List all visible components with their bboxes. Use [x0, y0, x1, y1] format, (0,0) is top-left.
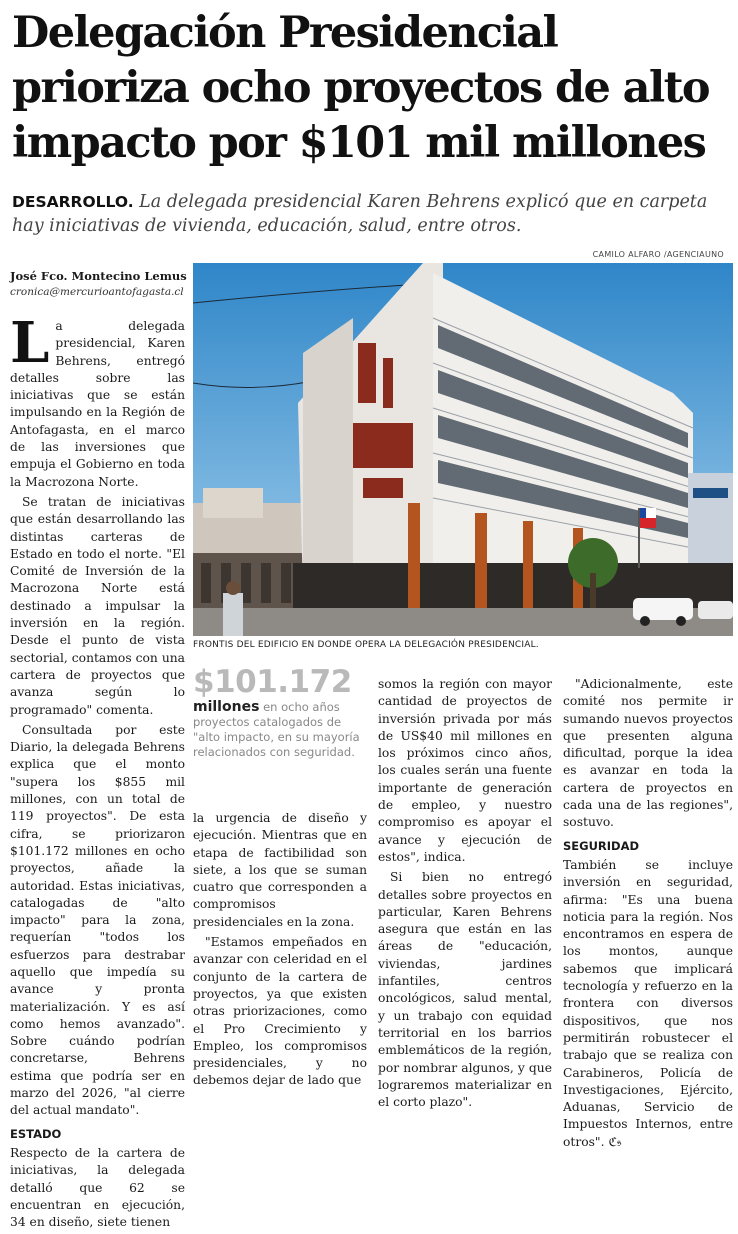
- byline: [10, 268, 190, 300]
- pull-quote-text: [193, 700, 369, 760]
- article-column-1: [10, 310, 185, 1234]
- article-column-2: [193, 810, 367, 1093]
- paragraph: la urgencia de diseño y ejecución. Mientras que en etapa de factibilidad son siete, a los que se suman cuatro que corresponden a compromisos presidenciales en la zona.: [193, 811, 367, 929]
- pull-quote: [193, 664, 369, 760]
- paragraph: "Estamos empeñados en avanzar con celeridad en el conjunto de la cartera de proyectos, ya que existen otras priorizaciones, como el Pro Crecimiento y Empleo, los compromisos presidenciales, y no debemos dejar de lado que: [193, 935, 367, 1088]
- paragraph: "Adicionalmente, este comité nos permite ir sumando nuevos proyectos que presenten alguna dificultad, porque la idea es avanzar en toda la cartera de proyectos en cada una de las regiones", sostuvo.: [563, 677, 733, 830]
- author-email: cronica@mercurioantofagasta.cl: [10, 286, 184, 298]
- lead-paragraph: [12, 190, 728, 238]
- paragraph: somos la región con mayor cantidad de proyectos de inversión privada por más de US$40 mil millones en los próximos cinco años, los cuales serán una fuente importante de generación de empleo, y nuestro compromiso es apoyar el avance y ejecución de estos", indica.: [378, 677, 552, 864]
- paragraph: Consultada por este Diario, la delegada Behrens explica que el monto "supera los $855 mil millones, con un total de 119 proyectos". De esta cifra, se priorizaron $101.172 millones en ocho proyectos, añade la autoridad. Estas iniciativas, catalogadas de "alto impacto" para la zona, requerían "todos los esfuerzos para destrabar aquello que impedía su avance y pronta materialización. Y es así como hemos avanzado". Sobre cuándo podrían concretarse, Behrens estima que podría ser en marzo del 2026, "al cierre del actual mandato".: [10, 722, 185, 1118]
- paragraph: Si bien no entregó detalles sobre proyectos en particular, Karen Behrens asegura que están en las áreas de "educación, viviendas, jardines infantiles, centros oncológicos, salud mental, y un trabajo con equidad territorial en los barrios emblemáticos de la región, por nombrar algunos, y que lograremos materializar en el corto plazo".: [378, 870, 552, 1110]
- paragraph: a delegada presidencial, Karen Behrens, entregó detalles sobre las iniciativas que se están impulsando en la Región de Antofagasta, en el marco de las inversiones que empuja el Gobierno en toda la Macrozona Norte.: [10, 319, 185, 489]
- building-photo: [193, 263, 733, 636]
- paragraph-text: También se incluye inversión en seguridad, afirma: "Es una buena noticia para la región. Nos encontramos en espera de los montos, aunque sabemos que implicará tecnología y refuerzo en la frontera con diversos dispositivos, que nos permitirán robustecer el trabajo que se realiza con Carabineros, Policía de Investigaciones, Ejército, Aduanas, Servicio de Impuestos Internos, entre otros".: [563, 857, 733, 1149]
- author-name: José Fco. Montecino Lemus: [10, 269, 187, 283]
- lead-kicker: DESARROLLO.: [12, 193, 134, 211]
- headline: Delegación Presidencial prioriza ocho proyectos de alto impacto por $101 mil millones: [12, 8, 709, 168]
- dropcap: L: [10, 310, 50, 376]
- pull-quote-unit: millones: [193, 699, 260, 715]
- pull-quote-body: en ocho años proyectos catalogados de "alto impacto, en su mayoría relacionados con seguridad.: [193, 700, 360, 759]
- article-column-4: [563, 676, 733, 1154]
- section-heading-seguridad: SEGURIDAD: [563, 838, 640, 853]
- end-mark-icon: ℭ𝔰: [608, 1134, 622, 1149]
- lead-text: La delegada presidencial Karen Behrens explicó que en carpeta hay iniciativas de vivienda, educación, salud, entre otros.: [12, 192, 708, 236]
- photo-caption: FRONTIS DEL EDIFICIO EN DONDE OPERA LA DELEGACIÓN PRESIDENCIAL.: [193, 640, 539, 650]
- article-column-3: [378, 676, 552, 1114]
- paragraph: Se tratan de iniciativas que están desarrollando las distintas carteras de Estado en todo el norte. "El Comité de Inversión de la Macrozona Norte está destinado a impulsar la inversión en la región. Desde el punto de vista sectorial, contamos con una cartera de proyectos que avanza según lo programado" comenta.: [10, 494, 185, 717]
- paragraph: [563, 857, 733, 1151]
- pull-quote-amount: $101.172: [193, 664, 352, 700]
- paragraph: Respecto de la cartera de iniciativas, la delegada detalló que 62 se encuentran en ejecución, 34 en diseño, siete tienen: [10, 1145, 185, 1230]
- section-heading-estado: ESTADO: [10, 1126, 62, 1141]
- photo-credit: CAMILO ALFARO /AGENCIAUNO: [592, 250, 724, 259]
